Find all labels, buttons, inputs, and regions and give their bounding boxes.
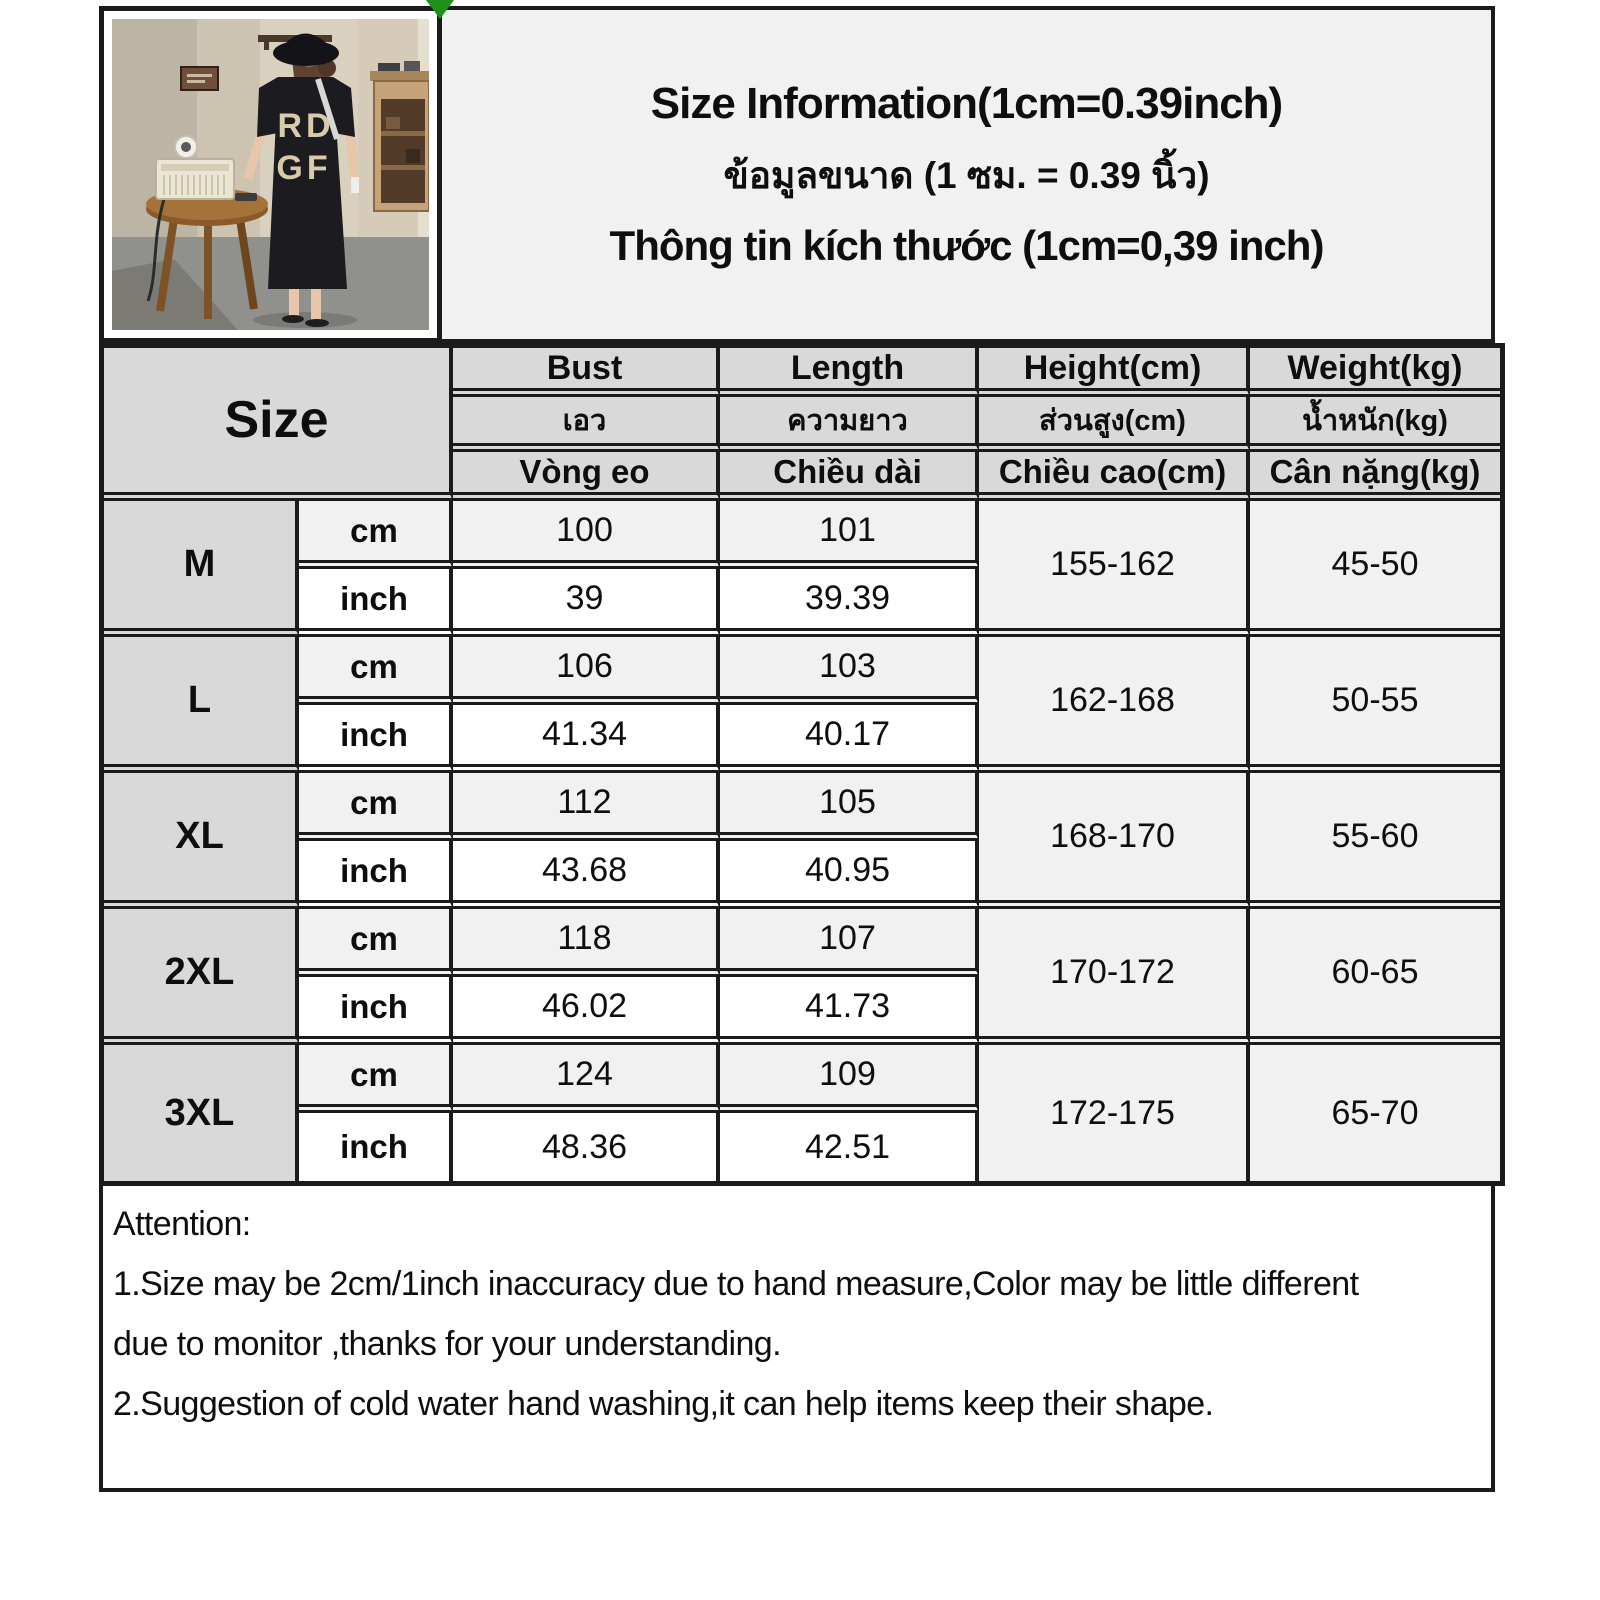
weight-value: 60-65 xyxy=(1250,909,1500,1045)
height-value: 170-172 xyxy=(979,909,1250,1045)
attention-box xyxy=(99,1186,1495,1492)
length-cm-value: 101 xyxy=(720,501,979,569)
dress-print-line2: GF xyxy=(276,149,332,187)
col-header-weight-en: Weight(kg) xyxy=(1250,348,1500,397)
length-cm-value: 105 xyxy=(720,773,979,841)
col-header-height-en: Height(cm) xyxy=(979,348,1250,397)
unit-inch-cell: inch xyxy=(299,569,453,637)
hat xyxy=(273,40,339,66)
size-table xyxy=(99,343,1505,1186)
bust-cm-value: 118 xyxy=(453,909,720,977)
height-value: 168-170 xyxy=(979,773,1250,909)
unit-cm-cell: cm xyxy=(299,1045,453,1113)
product-photo xyxy=(99,6,442,343)
photo-scene xyxy=(112,19,429,330)
unit-cm-cell: cm xyxy=(299,909,453,977)
attention-line-1: 1.Size may be 2cm/1inch inaccuracy due to hand measure,Color may be little different xyxy=(113,1265,1359,1303)
col-header-bust-th: เอว xyxy=(453,397,720,452)
col-header-weight-vi: Cân nặng(kg) xyxy=(1250,452,1500,501)
bust-cm-value: 112 xyxy=(453,773,720,841)
title-thai: ข้อมูลขนาด (1 ซม. = 0.39 นิ้ว) xyxy=(723,155,1210,196)
size-cell-2xl: 2XL xyxy=(104,909,299,1045)
bust-cm-value: 124 xyxy=(453,1045,720,1113)
top-section xyxy=(99,6,1495,343)
length-inch-value: 42.51 xyxy=(720,1113,979,1181)
title-vietnamese: Thông tin kích thước (1cm=0,39 inch) xyxy=(609,222,1324,269)
length-cm-value: 103 xyxy=(720,637,979,705)
bust-cm-value: 106 xyxy=(453,637,720,705)
phone xyxy=(235,193,257,201)
bust-inch-value: 41.34 xyxy=(453,705,720,773)
weight-value: 50-55 xyxy=(1250,637,1500,773)
wall-sign xyxy=(181,67,218,90)
weight-value: 45-50 xyxy=(1250,501,1500,637)
attention-heading: Attention: xyxy=(113,1205,251,1243)
size-cell-l: L xyxy=(104,637,299,773)
col-header-height-th: ส่วนสูง(cm) xyxy=(979,397,1250,452)
length-inch-value: 40.17 xyxy=(720,705,979,773)
col-header-length-th: ความยาว xyxy=(720,397,979,452)
title-box xyxy=(442,6,1495,343)
length-cm-value: 107 xyxy=(720,909,979,977)
weight-value: 55-60 xyxy=(1250,773,1500,909)
dress-print-line1: RD xyxy=(277,107,335,145)
length-inch-value: 39.39 xyxy=(720,569,979,637)
height-value: 155-162 xyxy=(979,501,1250,637)
attention-line-1-cont: due to monitor ,thanks for your understanding. xyxy=(113,1325,781,1363)
col-header-length-vi: Chiều dài xyxy=(720,452,979,501)
unit-inch-cell: inch xyxy=(299,1113,453,1181)
size-cell-m: M xyxy=(104,501,299,637)
bust-inch-value: 43.68 xyxy=(453,841,720,909)
col-header-weight-th: น้ำหนัก(kg) xyxy=(1250,397,1500,452)
bust-inch-value: 39 xyxy=(453,569,720,637)
unit-cm-cell: cm xyxy=(299,637,453,705)
col-header-height-vi: Chiều cao(cm) xyxy=(979,452,1250,501)
col-header-bust-en: Bust xyxy=(453,348,720,397)
col-header-length-en: Length xyxy=(720,348,979,397)
green-corner-mark xyxy=(426,0,454,19)
col-header-bust-vi: Vòng eo xyxy=(453,452,720,501)
weight-value: 65-70 xyxy=(1250,1045,1500,1181)
bust-cm-value: 100 xyxy=(453,501,720,569)
unit-inch-cell: inch xyxy=(299,977,453,1045)
attention-line-2: 2.Suggestion of cold water hand washing,it can help items keep their shape. xyxy=(113,1385,1214,1423)
height-value: 162-168 xyxy=(979,637,1250,773)
bust-inch-value: 46.02 xyxy=(453,977,720,1045)
length-inch-value: 40.95 xyxy=(720,841,979,909)
cabinet xyxy=(370,61,429,211)
unit-cm-cell: cm xyxy=(299,773,453,841)
size-header-cell: Size xyxy=(104,348,453,501)
size-cell-3xl: 3XL xyxy=(104,1045,299,1181)
length-cm-value: 109 xyxy=(720,1045,979,1113)
length-inch-value: 41.73 xyxy=(720,977,979,1045)
height-value: 172-175 xyxy=(979,1045,1250,1181)
unit-inch-cell: inch xyxy=(299,841,453,909)
size-chart-page xyxy=(99,6,1495,1492)
size-cell-xl: XL xyxy=(104,773,299,909)
unit-inch-cell: inch xyxy=(299,705,453,773)
title-english: Size Information(1cm=0.39inch) xyxy=(650,79,1283,128)
bust-inch-value: 48.36 xyxy=(453,1113,720,1181)
unit-cm-cell: cm xyxy=(299,501,453,569)
